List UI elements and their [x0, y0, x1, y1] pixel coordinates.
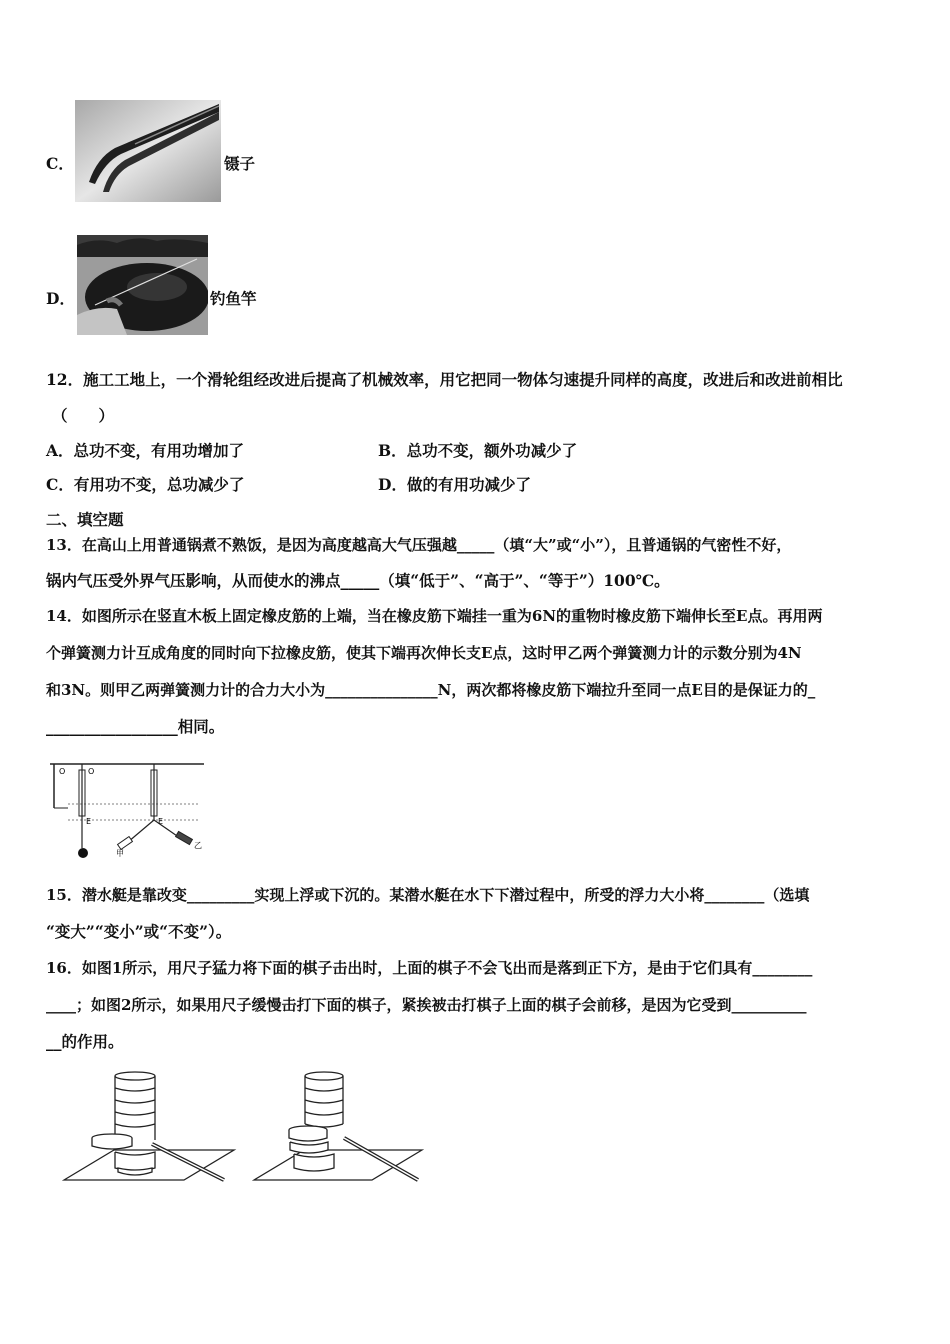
q12-option-c: C．有用功不变，总功减少了 [46, 475, 245, 494]
q12-option-a: A．总功不变，有用功增加了 [46, 441, 245, 460]
option-d-label: D． [46, 289, 75, 308]
q12-option-b: B．总功不变，额外功减少了 [378, 441, 578, 460]
option-c-caption: 镊子 [224, 154, 256, 173]
q13-line2: 锅内气压受外界气压影响，从而使水的沸点_____（填“低于”、“高于”、“等于”）100℃。 [46, 571, 670, 590]
tweezers-photo-icon [75, 100, 221, 202]
option-d-caption: 钓鱼竿 [210, 289, 257, 308]
option-c-label: C． [46, 154, 74, 173]
q12-stem-line1: 12．施工工地上，一个滑轮组经改进后提高了机械效率，用它把同一物体匀速提升同样的高度，改进后和改进前相比 [46, 370, 843, 389]
figure-label-e1: E [86, 817, 92, 826]
figure-label-yi: 乙 [194, 841, 202, 850]
chess-stack-figure-1 [62, 1068, 237, 1186]
q13-line1: 13．在高山上用普通锅煮不熟饭，是因为高度越高大气压强越_____（填“大”或“小”），且普通锅的气密性不好， [46, 536, 792, 554]
q16-line3: __的作用。 [46, 1032, 124, 1051]
chess-stack-figure-2 [252, 1068, 424, 1186]
q15-line2: “变大”“变小”或“不变”）。 [46, 922, 232, 941]
q16-line2: ____；如图2所示，如果用尺子缓慢击打下面的棋子，紧挨被击打棋子上面的棋子会前移，是因为它受到__________ [46, 996, 807, 1014]
figure-label-e2: E [158, 817, 164, 826]
q12-stem-line2: （ ） [52, 406, 115, 425]
figure-label-o2: O [88, 767, 95, 776]
q14-line1: 14．如图所示在竖直木板上固定橡皮筋的上端，当在橡皮筋下端挂一重为6N的重物时橡皮筋下端伸长至E点。再用两 [46, 607, 823, 625]
rubber-band-figure [48, 758, 208, 862]
q15-line1: 15．潜水艇是靠改变_________实现上浮或下沉的。某潜水艇在水下下潜过程中，所受的浮力大小将________（选填 [46, 886, 810, 904]
fishing-rod-photo-icon [77, 235, 208, 335]
q14-line2: 个弹簧测力计互成角度的同时向下拉橡皮筋，使其下端再次伸长支E点，这时甲乙两个弹簧测力计的示数分别为4N [46, 644, 802, 662]
q14-line3: 和3N。则甲乙两弹簧测力计的合力大小为_______________N，两次都将橡皮筋下端拉升至同一点E目的是保证力的_ [46, 681, 816, 699]
q12-option-d: D．做的有用功减少了 [378, 475, 531, 494]
q16-line1: 16．如图1所示，用尺子猛力将下面的棋子击出时，上面的棋子不会飞出而是落到正下方，是由于它们具有________ [46, 959, 813, 977]
q14-line4: _________________相同。 [46, 717, 225, 736]
figure-label-o1: O [59, 767, 66, 776]
section-two-heading: 二、填空题 [46, 510, 124, 529]
figure-label-jia: 甲 [116, 849, 124, 858]
